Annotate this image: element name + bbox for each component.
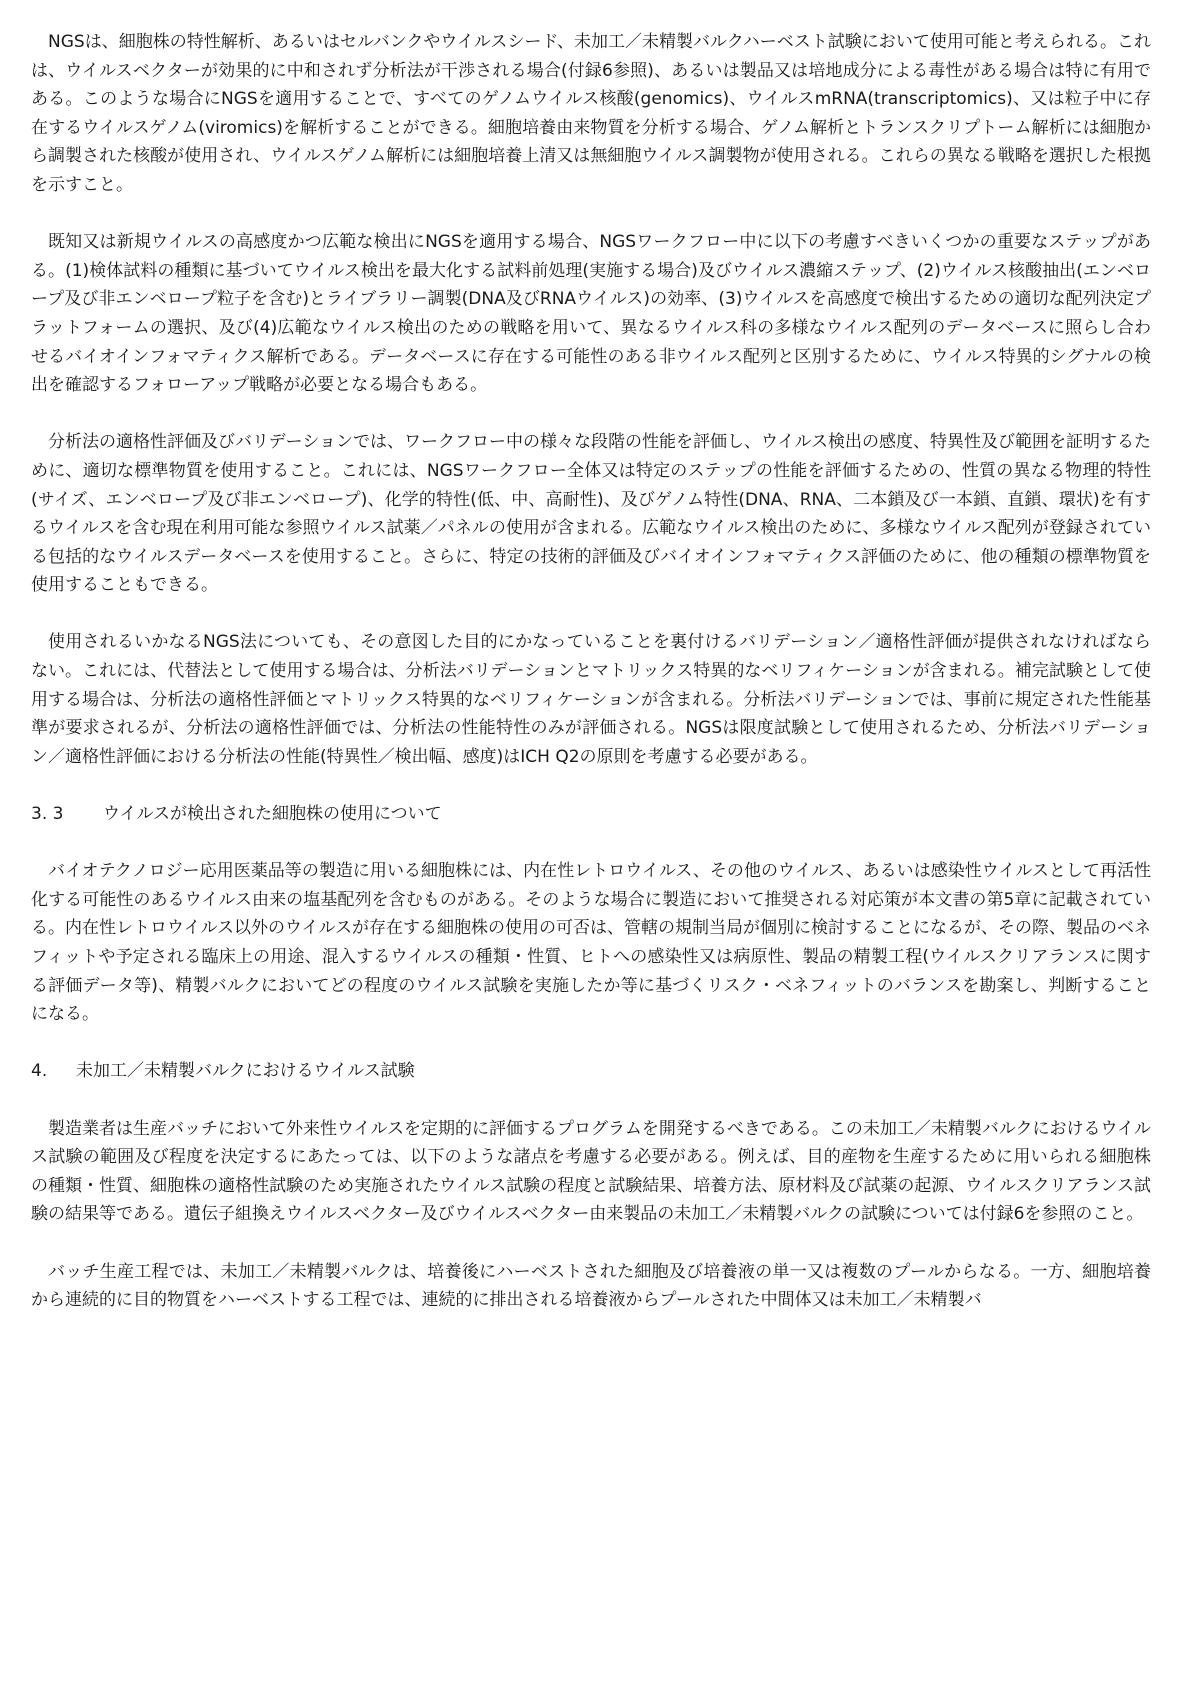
document-page <box>31 28 1151 1315</box>
paragraph-ngs-method-validation: 使用されるいかなるNGS法についても、その意図した目的にかなっていることを裏付けるバリデーション／適格性評価が提供されなければならない。これには、代替法として使用する場合は、分析法バリデーションとマトリックス特異的なベリフィケーションが含まれる。補完試験として使用する場合は、分析法の適格性評価とマトリックス特異的なベリフィケーションが含まれる。分析法バリデーションでは、事前に規定された性能基準が要求されるが、分析法の適格性評価では、分析法の性能特性のみが評価される。NGSは限度試験として使用されるため、分析法バリデーション／適格性評価における分析法の性能(特異性／検出幅、感度)はICH Q2の原則を考慮する必要がある。 <box>31 632 1151 767</box>
paragraph-gap <box>31 1086 1151 1115</box>
paragraph-gap <box>31 771 1151 800</box>
paragraph-virus-cell-lines: バイオテクノロジー応用医薬品等の製造に用いる細胞株には、内在性レトロウイルス、その他のウイルス、あるいは感染性ウイルスとして再活性化する可能性のあるウイルス由来の塩基配列を含むものがある。そのような場合に製造において推奨される対応策が本文書の第5章に記載されている。内在性レトロウイルス以外のウイルスが存在する細胞株の使用の可否は、管轄の規制当局が個別に検討することになるが、その際、製品のベネフィットや予定される臨床上の用途、混入するウイルスの種類・性質、ヒトへの感染性又は病原性、製品の精製工程(ウイルスクリアランスに関する評価データ等)、精製バルクにおいてどの程度のウイルス試験を実施したか等に基づくリスク・ベネフィットのバランスを勘案し、判断することになる。 <box>31 861 1151 1025</box>
paragraph-ngs-workflow-steps: 既知又は新規ウイルスの高感度かつ広範な検出にNGSを適用する場合、NGSワークフロー中に以下の考慮すべきいくつかの重要なステップがある。(1)検体試料の種類に基づいてウイルス検出を最大化する試料前処理(実施する場合)及びウイルス濃縮ステップ、(2)ウイルス核酸抽出(エンベロープ及び非エンベロープ粒子を含む)とライブラリー調製(DNA及びRNAウイルス)の効率、(3)ウイルスを高感度で検出するための適切な配列決定プラットフォームの選択、及び(4)広範なウイルス検出のための戦略を用いて、異なるウイルス科の多様なウイルス配列のデータベースに照らし合わせるバイオインフォマティクス解析である。データベースに存在する可能性のある非ウイルス配列と区別するために、ウイルス特異的シグナルの検出を確認するフォローアップ戦略が必要となる場合もある。 <box>31 232 1151 396</box>
paragraph-gap <box>31 1229 1151 1258</box>
paragraph-ngs-applicability: NGSは、細胞株の特性解析、あるいはセルバンクやウイルスシード、未加工／未精製バルクハーベスト試験において使用可能と考えられる。これは、ウイルスベクターが効果的に中和されず分析法が干渉される場合(付録6参照)、あるいは製品又は培地成分による毒性がある場合は特に有用である。このような場合にNGSを適用することで、すべてのゲノムウイルス核酸(genomics)、ウイルスmRNA(transcriptomics)、又は粒子中に存在するウイルスゲノム(viromics)を解析することができる。細胞培養由来物質を分析する場合、ゲノム解析とトランスクリプトーム解析には細胞から調製された核酸が使用され、ウイルスゲノム解析には細胞培養上清又は無細胞ウイルス調製物が使用される。これらの異なる戦略を選択した根拠を示すこと。 <box>31 32 1151 195</box>
paragraph-batch-production: バッチ生産工程では、未加工／未精製バルクは、培養後にハーベストされた細胞及び培養液の単一又は複数のプールからなる。一方、細胞培養から連続的に目的物質をハーベストする工程では、連続的に排出される培養液からプールされた中間体又は未加工／未精製バ <box>31 1261 1151 1311</box>
section-heading-3-3 <box>31 800 1151 829</box>
section-title: ウイルスが検出された細胞株の使用について <box>103 804 442 825</box>
section-title: 未加工／未精製バルクにおけるウイルス試験 <box>76 1061 415 1082</box>
paragraph-gap <box>31 1029 1151 1058</box>
paragraph-gap <box>31 200 1151 229</box>
paragraph-gap <box>31 400 1151 429</box>
section-heading-4 <box>31 1057 1151 1086</box>
paragraph-qualification-validation: 分析法の適格性評価及びバリデーションでは、ワークフロー中の様々な段階の性能を評価し、ウイルス検出の感度、特異性及び範囲を証明するために、適切な標準物質を使用すること。これには、NGSワークフロー全体又は特定のステップの性能を評価するための、性質の異なる物理的特性(サイズ、エンベロープ及び非エンベロープ)、化学的特性(低、中、高耐性)、及びゲノム特性(DNA、RNA、二本鎖及び一本鎖、直鎖、環状)を有するウイルスを含む現在利用可能な参照ウイルス試薬／パネルの使用が含まれる。広範なウイルス検出のために、多様なウイルス配列が登録されている包括的なウイルスデータベースを使用すること。さらに、特定の技術的評価及びバイオインフォマティクス評価のために、他の種類の標準物質を使用することもできる。 <box>31 432 1152 596</box>
paragraph-gap <box>31 829 1151 858</box>
paragraph-bulk-testing-program: 製造業者は生産バッチにおいて外来性ウイルスを定期的に評価するプログラムを開発するべきである。この未加工／未精製バルクにおけるウイルス試験の範囲及び程度を決定するにあたっては、以下のような諸点を考慮する必要がある。例えば、目的産物を生産するために用いられる細胞株の種類・性質、細胞株の適格性試験のため実施されたウイルス試験の程度と試験結果、培養方法、原材料及び試薬の起源、ウイルスクリアランス試験の結果等である。遺伝子組換えウイルスベクター及びウイルスベクター由来製品の未加工／未精製バルクの試験については付録6を参照のこと。 <box>31 1118 1151 1225</box>
section-number: 3. 3 <box>31 804 64 825</box>
section-number: 4. <box>31 1061 48 1082</box>
paragraph-gap <box>31 600 1151 629</box>
